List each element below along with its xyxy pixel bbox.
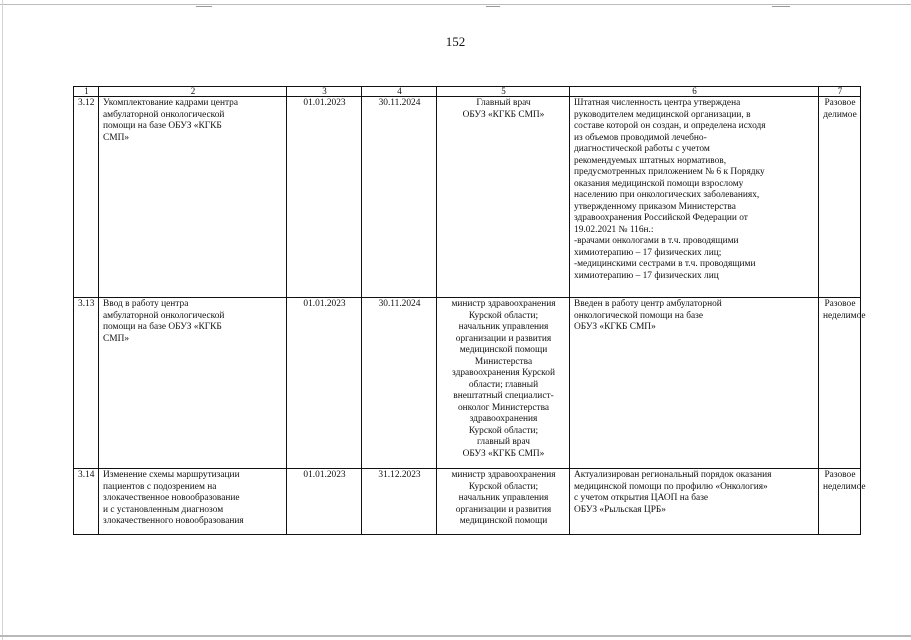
scan-mark <box>196 6 212 7</box>
text-line: ОБУЗ «Рыльская ЦРБ» <box>574 504 666 515</box>
column-number: 6 <box>570 87 819 97</box>
text-line: Курской области; <box>468 310 539 321</box>
responsible <box>437 97 570 298</box>
scan-edge-left <box>2 0 3 640</box>
text-line: Министерства <box>474 356 533 367</box>
text-line: оказания медицинской помощи взрослому <box>574 178 744 189</box>
page-number: 152 <box>445 34 466 49</box>
text-line: главный врач <box>477 437 530 447</box>
text-line: начальник управления <box>458 322 549 332</box>
text-line: СМП» <box>103 132 130 143</box>
text-line: ОБУЗ «КГКБ СМП» <box>462 448 545 459</box>
text-line: амбулаторной онкологической <box>103 109 225 120</box>
text-line: медицинской помощи <box>459 345 548 355</box>
table-row <box>74 97 861 298</box>
text-line: -врачами онкологами в т.ч. проводящими <box>574 236 739 246</box>
text-line: Штатная численность центра утверждена <box>574 98 741 108</box>
text-line: здравоохранения <box>469 414 538 424</box>
text-line: министр здравоохранения <box>451 299 556 309</box>
scan-mark <box>772 6 790 7</box>
text-line: химиотерапию – 17 физических лиц; <box>574 247 722 258</box>
measure-name <box>99 97 287 298</box>
table-row <box>74 298 861 469</box>
column-number-row <box>74 87 861 97</box>
text-line: 19.02.2021 № 116н.: <box>574 224 654 235</box>
text-line: составе которой он создан, и определена исходя <box>574 121 766 131</box>
measure-type <box>819 469 866 535</box>
text-line: злокачественное новообразование <box>103 493 240 503</box>
text-line: рекомендуемых штатных нормативов, <box>574 155 727 166</box>
text-line: Разовое <box>824 470 856 480</box>
text-line: организации и развития <box>455 504 552 515</box>
text-line: населению при онкологических заболеваниях, <box>574 190 760 200</box>
text-line: Курской области; <box>468 425 539 436</box>
plan-table <box>73 86 866 535</box>
text-line: здравоохранения Курской <box>452 368 555 378</box>
column-number: 1 <box>74 87 99 97</box>
measure-name <box>99 469 287 535</box>
text-line: организации и развития <box>455 333 552 344</box>
measure-type <box>819 97 861 298</box>
text-line: утвержденному приказом Министерства <box>574 201 736 212</box>
start-date: 01.01.2023 <box>287 469 362 535</box>
measure-type <box>819 298 866 469</box>
text-line: неделимое <box>823 310 866 321</box>
text-line: и с установленным диагнозом <box>103 504 224 515</box>
text-line: министр здравоохранения <box>451 470 556 480</box>
text-line: области; главный <box>468 379 539 390</box>
text-line: Укомплектование кадрами центра <box>103 98 239 108</box>
text-line: -медицинскими сестрами в т.ч. проводящими <box>574 259 756 269</box>
text-line: ОБУЗ «КГКБ СМП» <box>462 109 545 120</box>
text-line: неделимое <box>823 481 866 492</box>
text-line: руководителем медицинской организации, в <box>574 109 751 120</box>
text-line: Актуализирован региональный порядок оказания <box>574 470 772 480</box>
text-line: медицинской помощи по профилю «Онкология» <box>574 481 768 492</box>
text-line: амбулаторной онкологической <box>103 310 225 321</box>
end-date: 31.12.2023 <box>362 469 437 535</box>
responsible <box>437 298 570 469</box>
text-line: с учетом открытия ЦАОП на базе <box>574 493 709 503</box>
text-line: помощи на базе ОБУЗ «КГКБ <box>103 322 222 332</box>
start-date: 01.01.2023 <box>287 298 362 469</box>
measure-name <box>99 298 287 469</box>
text-line: медицинской помощи <box>459 516 548 526</box>
scan-mark <box>486 6 500 7</box>
text-line: начальник управления <box>458 493 549 503</box>
text-line: Ввод в работу центра <box>103 299 189 309</box>
responsible <box>437 469 570 535</box>
text-line: помощи на базе ОБУЗ «КГКБ <box>103 121 222 131</box>
text-line: Разовое <box>824 98 856 108</box>
column-number: 2 <box>99 87 287 97</box>
text-line: делимое <box>823 109 857 120</box>
column-number: 5 <box>437 87 570 97</box>
text-line: Главный врач <box>476 98 531 108</box>
result <box>570 469 819 535</box>
text-line: внештатный специалист- <box>453 391 554 401</box>
end-date: 30.11.2024 <box>362 97 437 298</box>
result <box>570 298 819 469</box>
text-line: химиотерапию – 17 физических лиц <box>574 270 719 281</box>
text-line: пациентов с подозрением на <box>103 481 217 492</box>
text-line: предусмотренных приложением № 6 к Порядку <box>574 167 765 177</box>
row-number: 3.12 <box>74 97 99 298</box>
table-row <box>74 469 861 535</box>
text-line: онкологической помощи на базе <box>574 310 704 321</box>
text-line: Курской области; <box>468 481 539 492</box>
text-line: ОБУЗ «КГКБ СМП» <box>574 322 656 332</box>
text-line: онколог Министерства <box>457 402 550 413</box>
row-number: 3.14 <box>74 469 99 535</box>
scan-edge-top <box>0 4 911 5</box>
start-date: 01.01.2023 <box>287 97 362 298</box>
text-line: из объемов проводимой лечебно- <box>574 132 707 143</box>
column-number: 3 <box>287 87 362 97</box>
text-line: Введен в работу центр амбулаторной <box>574 299 722 309</box>
text-line: здравоохранения Российской Федерации от <box>574 213 748 223</box>
text-line: Разовое <box>824 299 856 309</box>
text-line: СМП» <box>103 333 130 344</box>
text-line: Изменение схемы маршрутизации <box>103 470 240 480</box>
column-number: 4 <box>362 87 437 97</box>
end-date: 30.11.2024 <box>362 298 437 469</box>
scan-edge-bottom <box>0 635 911 637</box>
text-line: диагностической работы с учетом <box>574 144 710 154</box>
result <box>570 97 819 298</box>
text-line: злокачественного новообразования <box>103 516 244 526</box>
row-number: 3.13 <box>74 298 99 469</box>
column-number: 7 <box>819 87 861 97</box>
